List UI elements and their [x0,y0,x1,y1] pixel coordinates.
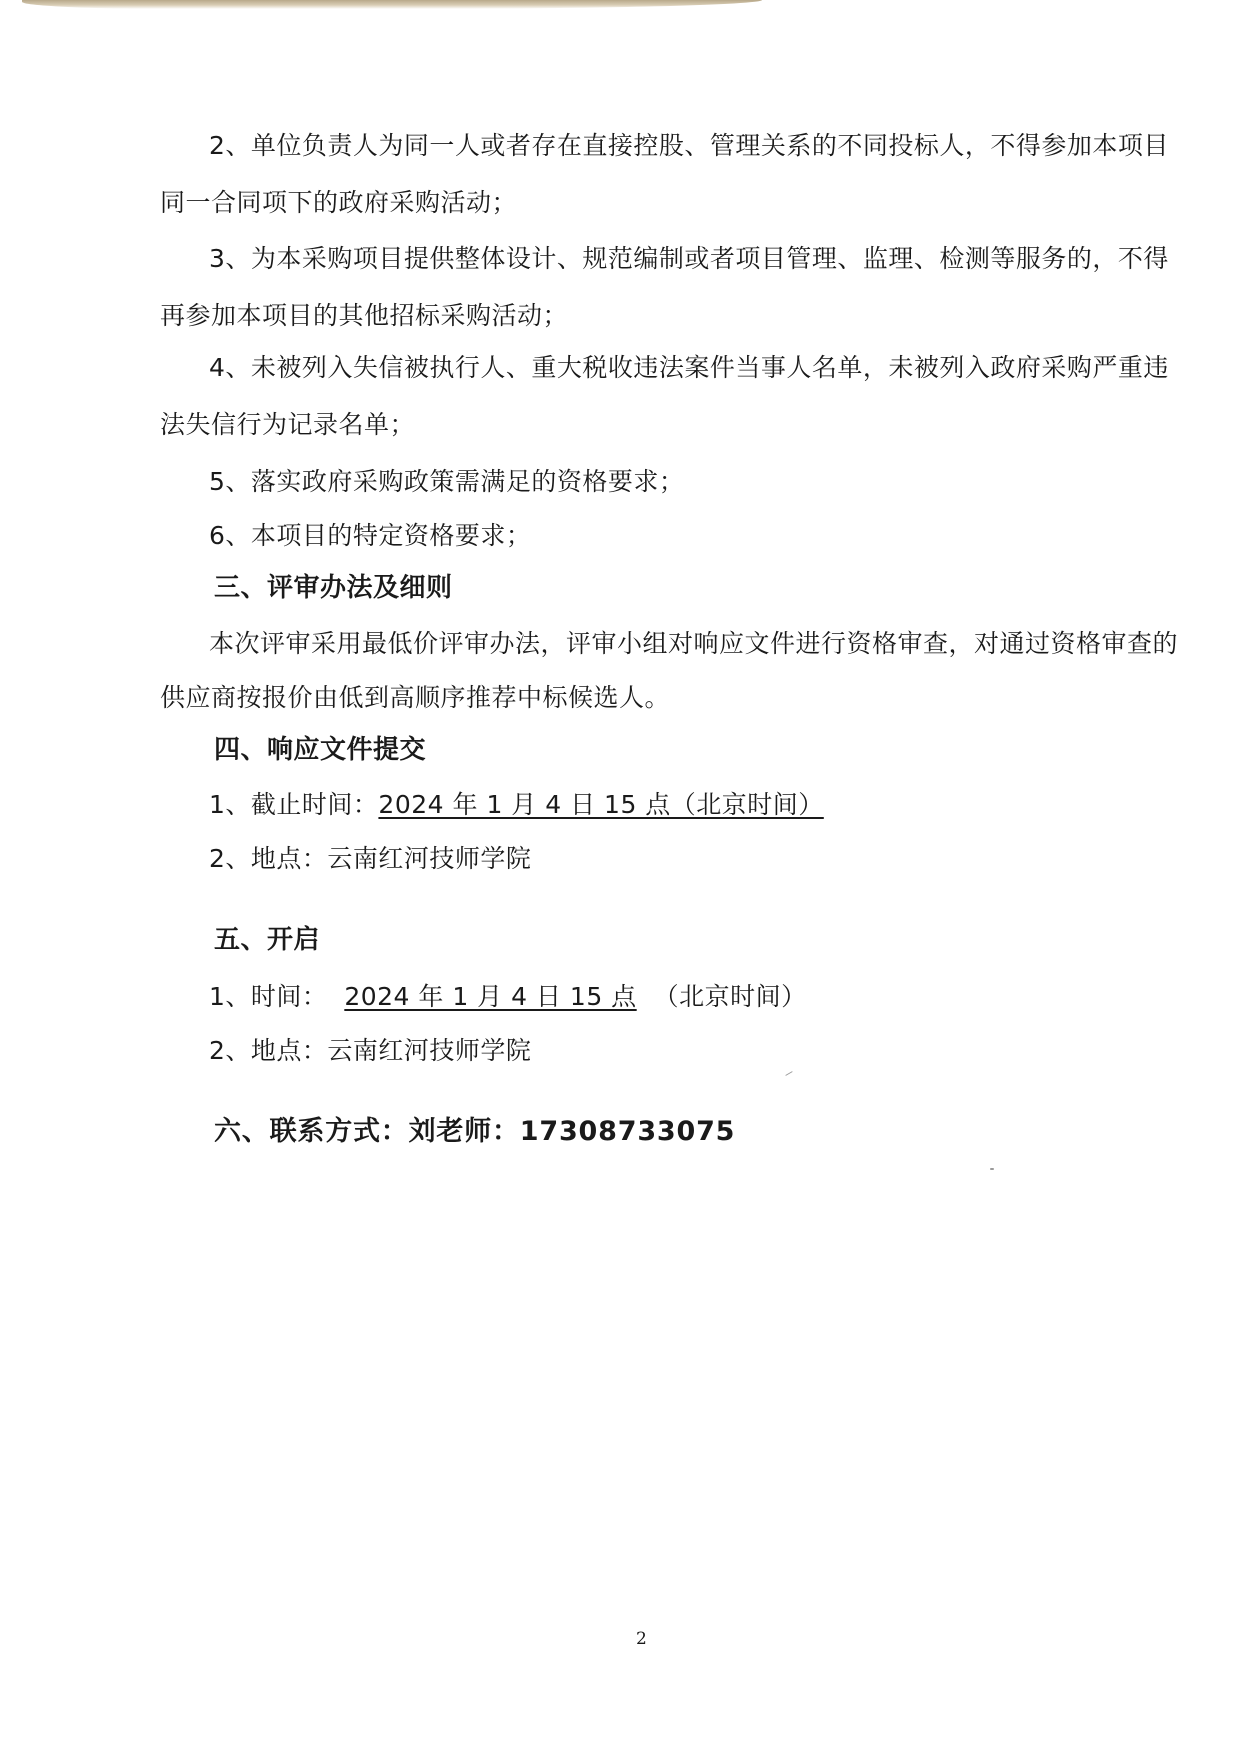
page-number: 2 [636,1629,647,1649]
item3-line1: 3、为本采购项目提供整体设计、规范编制或者项目管理、监理、检测等服务的，不得 [209,244,1169,273]
opening-time-line [209,979,807,1015]
scan-edge-shadow [22,0,762,9]
submission-location: 2、地点：云南红河技师学院 [209,844,532,873]
section3-line2: 供应商按报价由低到高顺序推荐中标候选人。 [160,683,671,712]
contact-line: 六、联系方式：刘老师：17308733075 [214,1116,736,1147]
opening-time-suffix: （北京时间） [653,982,807,1011]
item3-line2: 再参加本项目的其他招标采购活动； [160,301,569,330]
deadline-value: 2024 年 1 月 4 日 15 点（北京时间） [378,790,824,819]
deadline-label: 1、截止时间： [209,790,379,819]
deadline-line [209,787,824,823]
item2-line2: 同一合同项下的政府采购活动； [160,188,518,217]
opening-location: 2、地点：云南红河技师学院 [209,1036,532,1065]
scan-speck [990,1168,994,1170]
item4-line2: 法失信行为记录名单； [160,410,416,439]
section4-heading: 四、响应文件提交 [214,735,427,765]
scan-speck [785,1071,792,1076]
item6-line: 6、本项目的特定资格要求； [209,521,532,550]
item4-line1: 4、未被列入失信被执行人、重大税收违法案件当事人名单，未被列入政府采购严重违 [209,353,1169,382]
opening-time-label: 1、时间： [209,982,328,1011]
section5-heading: 五、开启 [214,925,321,955]
item2-line1: 2、单位负责人为同一人或者存在直接控股、管理关系的不同投标人，不得参加本项目 [209,131,1169,160]
opening-time-value: 2024 年 1 月 4 日 15 点 [344,982,637,1011]
section3-line1: 本次评审采用最低价评审办法，评审小组对响应文件进行资格审查，对通过资格审查的 [209,629,1179,658]
section3-heading: 三、评审办法及细则 [214,573,453,603]
item5-line: 5、落实政府采购政策需满足的资格要求； [209,467,685,496]
